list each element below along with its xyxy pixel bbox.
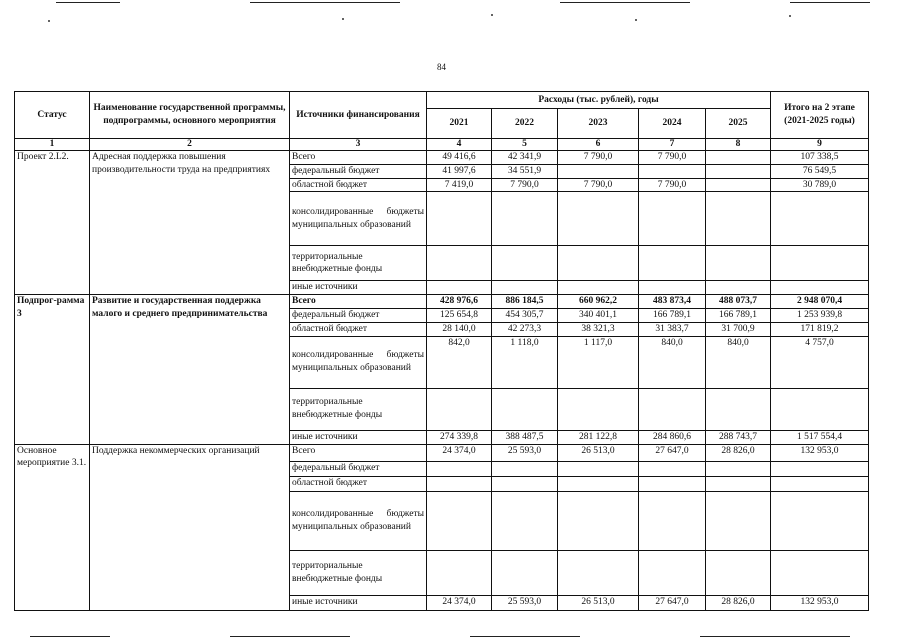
funding-source-cell: областной бюджет <box>290 476 427 491</box>
scan-speck <box>789 15 791 17</box>
header-source: Источники финансирования <box>290 92 427 139</box>
funding-source-cell: Всего <box>290 295 427 309</box>
amount-cell: 28 826,0 <box>706 595 771 610</box>
amount-cell <box>427 192 492 246</box>
column-index: 4 <box>427 139 492 151</box>
amount-cell <box>558 388 639 430</box>
header-expenses: Расходы (тыс. рублей), годы <box>427 92 771 109</box>
amount-cell: 24 374,0 <box>427 444 492 461</box>
amount-cell <box>427 461 492 476</box>
amount-cell: 842,0 <box>427 336 492 388</box>
amount-cell <box>558 164 639 178</box>
amount-cell <box>558 281 639 295</box>
amount-cell <box>558 476 639 491</box>
scan-mark <box>790 2 870 3</box>
amount-cell: 483 873,4 <box>639 295 706 309</box>
amount-cell: 166 789,1 <box>639 309 706 323</box>
funding-source-cell: областной бюджет <box>290 178 427 192</box>
total-cell: 1 253 939,8 <box>771 309 869 323</box>
table-row <box>15 444 869 461</box>
amount-cell: 38 321,3 <box>558 322 639 336</box>
funding-source-cell: консолидированные бюджеты муниципальных образований <box>290 491 427 550</box>
total-cell: 30 789,0 <box>771 178 869 192</box>
total-cell <box>771 246 869 281</box>
amount-cell: 1 117,0 <box>558 336 639 388</box>
amount-cell: 7 790,0 <box>558 178 639 192</box>
program-name-cell: Поддержка некоммерческих организаций <box>90 444 290 610</box>
scan-mark <box>470 636 580 637</box>
amount-cell: 7 790,0 <box>639 178 706 192</box>
total-cell: 107 338,5 <box>771 151 869 165</box>
amount-cell <box>639 461 706 476</box>
funding-source-cell: Всего <box>290 444 427 461</box>
amount-cell <box>706 151 771 165</box>
amount-cell: 7 419,0 <box>427 178 492 192</box>
scan-mark <box>30 636 110 637</box>
amount-cell: 125 654,8 <box>427 309 492 323</box>
amount-cell <box>492 461 558 476</box>
amount-cell <box>558 246 639 281</box>
amount-cell: 28 826,0 <box>706 444 771 461</box>
amount-cell: 7 790,0 <box>558 151 639 165</box>
column-index: 3 <box>290 139 427 151</box>
amount-cell: 886 184,5 <box>492 295 558 309</box>
funding-source-cell: федеральный бюджет <box>290 461 427 476</box>
total-cell <box>771 476 869 491</box>
total-cell: 1 517 554,4 <box>771 430 869 444</box>
header-name: Наименование государственной программы, подпрограммы, основного мероприятия <box>90 92 290 139</box>
amount-cell <box>427 491 492 550</box>
amount-cell <box>492 550 558 595</box>
status-cell: Подпрог-рамма 3 <box>15 295 90 444</box>
amount-cell <box>639 550 706 595</box>
total-cell <box>771 491 869 550</box>
amount-cell: 840,0 <box>639 336 706 388</box>
funding-source-cell: территориальные внебюджетные фонды <box>290 550 427 595</box>
amount-cell <box>492 281 558 295</box>
amount-cell <box>706 192 771 246</box>
total-cell <box>771 461 869 476</box>
column-index: 2 <box>90 139 290 151</box>
total-cell <box>771 192 869 246</box>
amount-cell <box>639 476 706 491</box>
column-index: 7 <box>639 139 706 151</box>
scan-mark <box>250 2 400 3</box>
amount-cell: 24 374,0 <box>427 595 492 610</box>
amount-cell: 27 647,0 <box>639 595 706 610</box>
amount-cell: 488 073,7 <box>706 295 771 309</box>
amount-cell: 274 339,8 <box>427 430 492 444</box>
amount-cell: 388 487,5 <box>492 430 558 444</box>
amount-cell <box>639 281 706 295</box>
budget-table <box>14 91 869 611</box>
header-year: 2023 <box>558 109 639 139</box>
amount-cell <box>706 164 771 178</box>
funding-source-cell: федеральный бюджет <box>290 309 427 323</box>
amount-cell: 840,0 <box>706 336 771 388</box>
header-status: Статус <box>15 92 90 139</box>
header-year: 2024 <box>639 109 706 139</box>
amount-cell <box>492 476 558 491</box>
amount-cell <box>706 491 771 550</box>
amount-cell: 26 513,0 <box>558 595 639 610</box>
funding-source-cell: иные источники <box>290 430 427 444</box>
amount-cell <box>639 491 706 550</box>
amount-cell <box>427 388 492 430</box>
amount-cell <box>427 550 492 595</box>
amount-cell: 49 416,6 <box>427 151 492 165</box>
amount-cell: 25 593,0 <box>492 595 558 610</box>
amount-cell <box>639 164 706 178</box>
amount-cell <box>706 476 771 491</box>
amount-cell <box>639 246 706 281</box>
funding-source-cell: иные источники <box>290 281 427 295</box>
header-total: Итого на 2 этапе (2021-2025 годы) <box>771 92 869 139</box>
header-year: 2025 <box>706 109 771 139</box>
amount-cell <box>706 388 771 430</box>
amount-cell <box>706 550 771 595</box>
amount-cell <box>558 550 639 595</box>
scan-speck <box>342 18 344 20</box>
funding-source-cell: Всего <box>290 151 427 165</box>
amount-cell <box>558 491 639 550</box>
scan-speck <box>48 20 50 22</box>
column-index: 6 <box>558 139 639 151</box>
amount-cell: 284 860,6 <box>639 430 706 444</box>
scan-mark <box>560 2 690 3</box>
scan-mark <box>700 636 850 637</box>
amount-cell <box>639 192 706 246</box>
amount-cell: 42 273,3 <box>492 322 558 336</box>
table-body <box>15 151 869 611</box>
funding-source-cell: территориальные внебюджетные фонды <box>290 388 427 430</box>
status-cell: Проект 2.L2. <box>15 151 90 295</box>
column-index: 9 <box>771 139 869 151</box>
total-cell <box>771 550 869 595</box>
funding-source-cell: областной бюджет <box>290 322 427 336</box>
column-index: 1 <box>15 139 90 151</box>
funding-source-cell: иные источники <box>290 595 427 610</box>
amount-cell: 31 383,7 <box>639 322 706 336</box>
amount-cell <box>492 246 558 281</box>
amount-cell: 660 962,2 <box>558 295 639 309</box>
status-cell: Основное мероприятие 3.1. <box>15 444 90 610</box>
total-cell: 132 953,0 <box>771 444 869 461</box>
amount-cell <box>706 281 771 295</box>
program-name-cell: Развитие и государственная поддержка малого и среднего предпринимательства <box>90 295 290 444</box>
amount-cell: 25 593,0 <box>492 444 558 461</box>
program-name-cell: Адресная поддержка повышения производительности труда на предприятиях <box>90 151 290 295</box>
header-year: 2021 <box>427 109 492 139</box>
funding-source-cell: консолидированные бюджеты муниципальных образований <box>290 336 427 388</box>
amount-cell <box>639 388 706 430</box>
table-row <box>15 295 869 309</box>
amount-cell <box>558 192 639 246</box>
amount-cell: 281 122,8 <box>558 430 639 444</box>
amount-cell: 7 790,0 <box>639 151 706 165</box>
amount-cell: 1 118,0 <box>492 336 558 388</box>
total-cell: 2 948 070,4 <box>771 295 869 309</box>
column-index: 8 <box>706 139 771 151</box>
amount-cell: 42 341,9 <box>492 151 558 165</box>
amount-cell: 166 789,1 <box>706 309 771 323</box>
funding-source-cell: консолидированные бюджеты муниципальных образований <box>290 192 427 246</box>
total-cell: 132 953,0 <box>771 595 869 610</box>
funding-source-cell: федеральный бюджет <box>290 164 427 178</box>
total-cell <box>771 281 869 295</box>
amount-cell: 428 976,6 <box>427 295 492 309</box>
total-cell <box>771 388 869 430</box>
amount-cell: 454 305,7 <box>492 309 558 323</box>
amount-cell <box>492 491 558 550</box>
amount-cell: 340 401,1 <box>558 309 639 323</box>
amount-cell <box>558 461 639 476</box>
table-row <box>15 151 869 165</box>
scan-speck <box>635 19 637 21</box>
amount-cell: 41 997,6 <box>427 164 492 178</box>
amount-cell: 288 743,7 <box>706 430 771 444</box>
total-cell: 4 757,0 <box>771 336 869 388</box>
scan-mark <box>56 2 120 3</box>
total-cell: 171 819,2 <box>771 322 869 336</box>
scan-speck <box>491 14 493 16</box>
amount-cell <box>706 461 771 476</box>
page-number: 84 <box>437 62 446 72</box>
total-cell: 76 549,5 <box>771 164 869 178</box>
amount-cell <box>427 246 492 281</box>
column-index-row <box>15 139 869 151</box>
amount-cell <box>427 281 492 295</box>
amount-cell <box>492 192 558 246</box>
amount-cell: 34 551,9 <box>492 164 558 178</box>
amount-cell: 26 513,0 <box>558 444 639 461</box>
funding-source-cell: территориальные внебюджетные фонды <box>290 246 427 281</box>
amount-cell: 28 140,0 <box>427 322 492 336</box>
header-year: 2022 <box>492 109 558 139</box>
amount-cell: 7 790,0 <box>492 178 558 192</box>
column-index: 5 <box>492 139 558 151</box>
amount-cell: 27 647,0 <box>639 444 706 461</box>
amount-cell <box>492 388 558 430</box>
scan-mark <box>230 636 350 637</box>
amount-cell <box>706 246 771 281</box>
amount-cell <box>706 178 771 192</box>
amount-cell: 31 700,9 <box>706 322 771 336</box>
amount-cell <box>427 476 492 491</box>
